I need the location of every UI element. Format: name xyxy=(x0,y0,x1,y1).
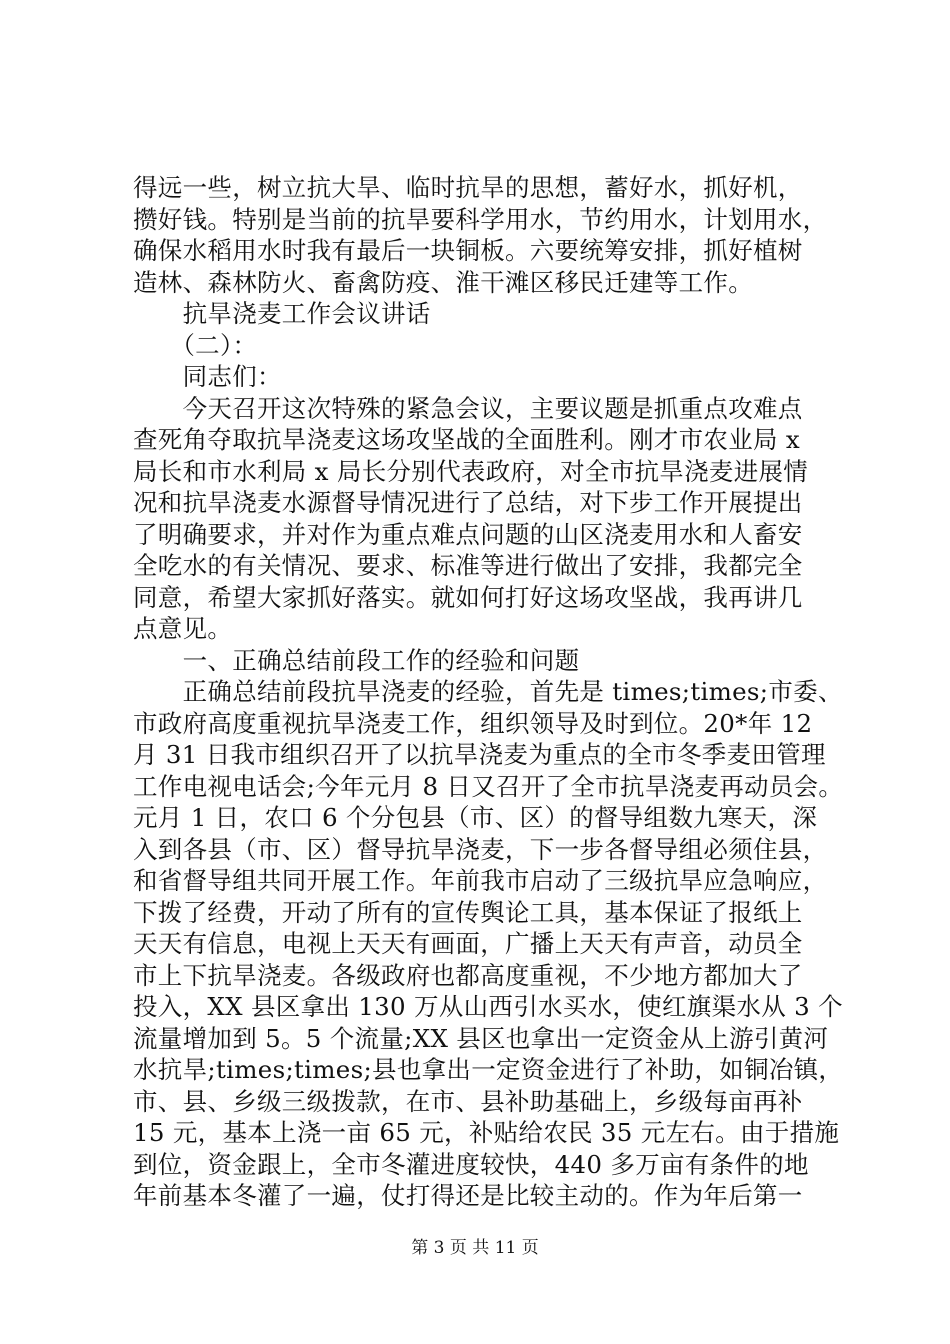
salutation: 同志们： xyxy=(133,362,282,391)
body-line: 点意见。 xyxy=(133,614,233,643)
body-line: 下拨了经费，开动了所有的宣传舆论工具，基本保证了报纸上 xyxy=(133,897,803,927)
body-line: 市政府高度重视抗旱浇麦工作，组织领导及时到位。20*年 12 xyxy=(133,708,813,738)
body-line: 得远一些，树立抗大旱、临时抗旱的思想，蓄好水，抓好机， xyxy=(133,173,803,202)
body-line: 和省督导组共同开展工作。年前我市启动了三级抗旱应急响应， xyxy=(133,866,828,895)
body-line: 造林、森林防火、畜禽防疫、淮干滩区移民迁建等工作。 xyxy=(133,267,753,297)
body-line: 今天召开这次特殊的紧急会议，主要议题是抓重点攻难点 xyxy=(133,393,803,423)
body-line: 正确总结前段抗旱浇麦的经验，首先是 times;times;市委、 xyxy=(133,677,843,706)
body-line: 15 元，基本上浇一亩 65 元，补贴给农民 35 元左右。由于措施 xyxy=(133,1118,840,1147)
body-line: 年前基本冬灌了一遍，仗打得还是比较主动的。作为年后第一 xyxy=(133,1181,803,1210)
body-line: 到位，资金跟上，全市冬灌进度较快，440 多万亩有条件的地 xyxy=(133,1149,809,1179)
section-heading: 一、正确总结前段工作的经验和问题 xyxy=(133,645,580,675)
body-line: 攒好钱。特别是当前的抗旱要科学用水，节约用水，计划用水， xyxy=(133,204,828,234)
body-line: 全吃水的有关情况、要求、标准等进行做出了安排，我都完全 xyxy=(133,551,803,580)
section-heading: 抗旱浇麦工作会议讲话 xyxy=(133,299,431,328)
body-line: 投入，XX 县区拿出 130 万从山西引水买水，使红旗渠水从 3 个 xyxy=(133,992,843,1021)
body-line: 月 31 日我市组织召开了以抗旱浇麦为重点的全市冬季麦田管理 xyxy=(133,740,826,769)
body-line: 天天有信息，电视上天天有画面，广播上天天有声音，动员全 xyxy=(133,929,803,958)
body-line: 查死角夺取抗旱浇麦这场攻坚战的全面胜利。刚才市农业局 x xyxy=(133,425,801,454)
body-line: 工作电视电话会;今年元月 8 日又召开了全市抗旱浇麦再动员会。 xyxy=(133,771,844,801)
body-line: 水抗旱;times;times;县也拿出一定资金进行了补助，如铜冶镇， xyxy=(133,1055,844,1084)
body-line: 况和抗旱浇麦水源督导情况进行了总结，对下步工作开展提出 xyxy=(133,488,803,517)
body-line: 入到各县（市、区）督导抗旱浇麦，下一步各督导组必须住县， xyxy=(133,834,828,864)
page-footer: 第 3 页 共 11 页 xyxy=(411,1238,539,1258)
section-subheading: （二）： xyxy=(133,330,258,360)
body-line: 流量增加到 5。5 个流量;XX 县区也拿出一定资金从上游引黄河 xyxy=(133,1023,829,1053)
body-line: 市、县、乡级三级拨款，在市、县补助基础上，乡级每亩再补 xyxy=(133,1086,803,1116)
body-line: 同意，希望大家抓好落实。就如何打好这场攻坚战，我再讲几 xyxy=(133,582,803,612)
body-line: 市上下抗旱浇麦。各级政府也都高度重视，不少地方都加大了 xyxy=(133,960,803,990)
body-line: 局长和市水利局 x 局长分别代表政府，对全市抗旱浇麦进展情 xyxy=(133,456,809,486)
body-line: 元月 1 日，农口 6 个分包县（市、区）的督导组数九寒天，深 xyxy=(133,803,818,832)
body-line: 确保水稻用水时我有最后一块铜板。六要统筹安排，抓好植树 xyxy=(133,236,803,265)
body-line: 了明确要求，并对作为重点难点问题的山区浇麦用水和人畜安 xyxy=(133,519,803,549)
